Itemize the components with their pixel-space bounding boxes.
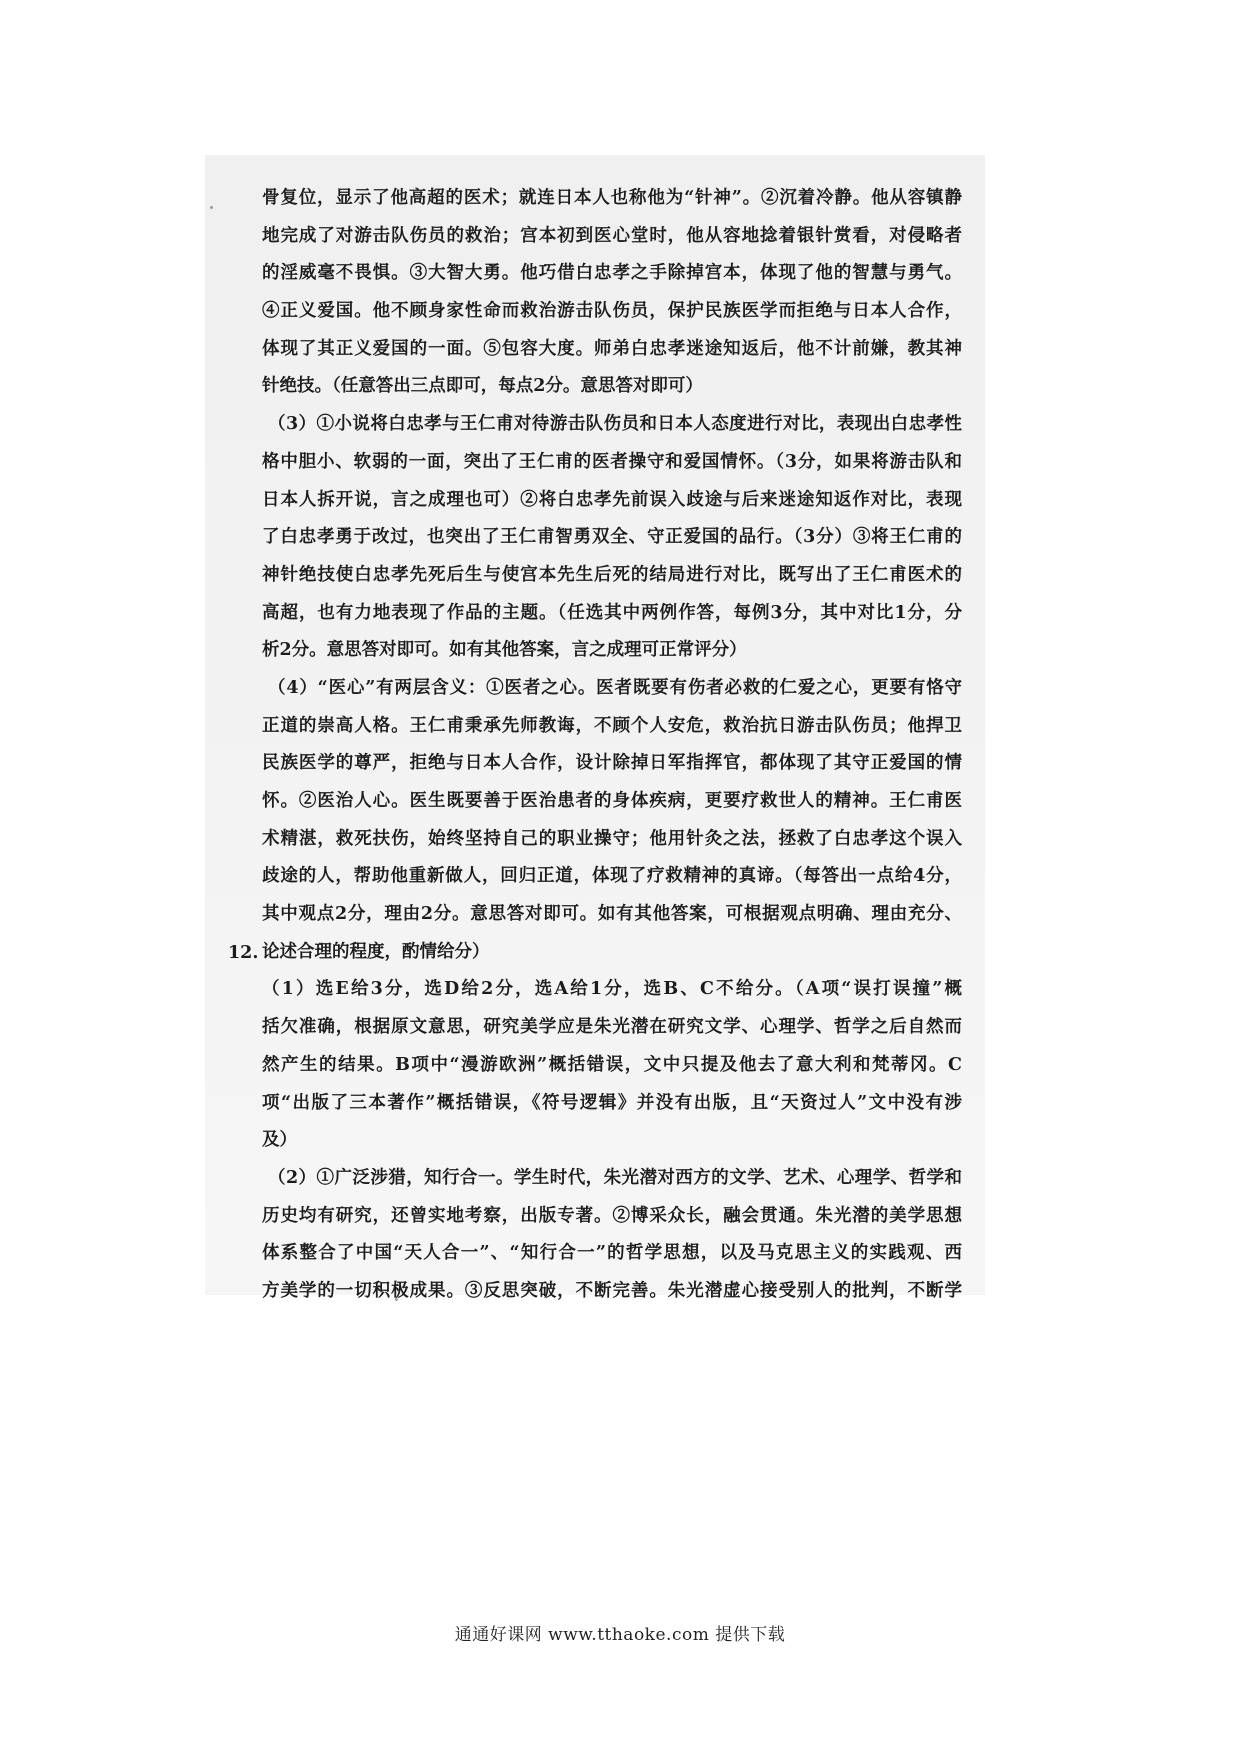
text-line: （1）选E给3分，选D给2分，选A给1分，选B、C不给分。（A项“误打误撞”概 xyxy=(262,979,962,1000)
text-line: 方美学的一切积极成果。③反思突破，不断完善。朱光潜虚心接受别人的批判，不断学 xyxy=(262,1280,962,1301)
scan-speck xyxy=(210,206,213,209)
text-line: 日本人拆开说，言之成理也可）②将白忠孝先前误入歧途与后来迷途知返作对比，表现 xyxy=(262,489,962,510)
text-line: 体现了其正义爱国的一面。⑤包容大度。师弟白忠孝迷途知返后，他不计前嫌，教其神 xyxy=(262,338,962,359)
text-line: 歧途的人，帮助他重新做人，回归正道，体现了疗救精神的真谛。（每答出一点给4分， xyxy=(262,866,962,887)
text-line: （2）①广泛涉猎，知行合一。学生时代，朱光潜对西方的文学、艺术、心理学、哲学和 xyxy=(268,1167,962,1188)
text-line: 的淫威毫不畏惧。③大智大勇。他巧借白忠孝之手除掉宫本，体现了他的智慧与勇气。 xyxy=(262,263,962,284)
text-line: 正道的崇高人格。王仁甫秉承先师教诲，不顾个人安危，救治抗日游击队伤员；他捍卫 xyxy=(262,715,962,736)
text-line: 怀。②医治人心。医生既要善于医治患者的身体疾病，更要疗救世人的精神。王仁甫医 xyxy=(262,791,962,811)
text-line: 体系整合了中国“天人合一”、“知行合一”的哲学思想，以及马克思主义的实践观、西 xyxy=(262,1243,962,1264)
question-number: 12. xyxy=(228,943,259,963)
text-line: 括欠准确，根据原文意思，研究美学应是朱光潜在研究文学、心理学、哲学之后自然而 xyxy=(262,1017,962,1038)
text-line: 历史均有研究，还曾实地考察，出版专著。②博采众长，融会贯通。朱光潜的美学思想 xyxy=(262,1205,962,1226)
footer-download-notice: 通通好课网 www.tthaoke.com 提供下载 xyxy=(454,1625,786,1645)
text-line: 术精湛，救死扶伤，始终坚持自己的职业操守；他用针灸之法，拯救了白忠孝这个误入 xyxy=(262,828,962,849)
text-line: 民族医学的尊严，拒绝与日本人合作，设计除掉日军指挥官，都体现了其守正爱国的情 xyxy=(262,753,962,774)
text-line: 神针绝技使白忠孝先死后生与使宫本先生后死的结局进行对比，既写出了王仁甫医术的 xyxy=(262,564,962,585)
text-line: （4）“医心”有两层含义：①医者之心。医者既要有伤者必救的仁爱之心，更要有恪守 xyxy=(268,677,962,698)
text-line: 其中观点2分，理由2分。意思答对即可。如有其他答案，可根据观点明确、理由充分、 xyxy=(262,904,962,925)
text-line: 地完成了对游击队伤员的救治；宫本初到医心堂时，他从容地捻着银针赏看，对侵略者 xyxy=(262,225,962,246)
text-line: 论述合理的程度，酌情给分） xyxy=(262,941,490,962)
text-line: 针绝技。（任意答出三点即可，每点2分。意思答对即可） xyxy=(262,376,703,397)
text-line: 骨复位，显示了他高超的医术；就连日本人也称他为“针神”。②沉着冷静。他从容镇静 xyxy=(262,188,962,208)
text-line: ④正义爱国。他不顾身家性命而救治游击队伤员，保护民族医学而拒绝与日本人合作， xyxy=(262,301,962,322)
text-line: 高超，也有力地表现了作品的主题。（任选其中两例作答，每例3分，其中对比1分，分 xyxy=(262,602,962,623)
text-line: 然产生的结果。B项中“漫游欧洲”概括错误，文中只提及他去了意大利和梵蒂冈。C xyxy=(262,1054,962,1075)
text-line: 格中胆小、软弱的一面，突出了王仁甫的医者操守和爱国情怀。（3分，如果将游击队和 xyxy=(262,451,962,472)
text-line: （3）①小说将白忠孝与王仁甫对待游击队伤员和日本人态度进行对比，表现出白忠孝性 xyxy=(268,414,962,435)
text-line: 了白忠孝勇于改过，也突出了王仁甫智勇双全、守正爱国的品行。（3分）③将王仁甫的 xyxy=(262,527,962,548)
text-line: 及） xyxy=(262,1130,297,1151)
text-line: 析2分。意思答对即可。如有其他答案，言之成理可正常评分） xyxy=(262,640,747,661)
text-line: 项“出版了三本著作”概括错误，《符号逻辑》并没有出版，且“天资过人”文中没有涉 xyxy=(262,1092,962,1113)
answer-text-block xyxy=(262,180,962,1311)
